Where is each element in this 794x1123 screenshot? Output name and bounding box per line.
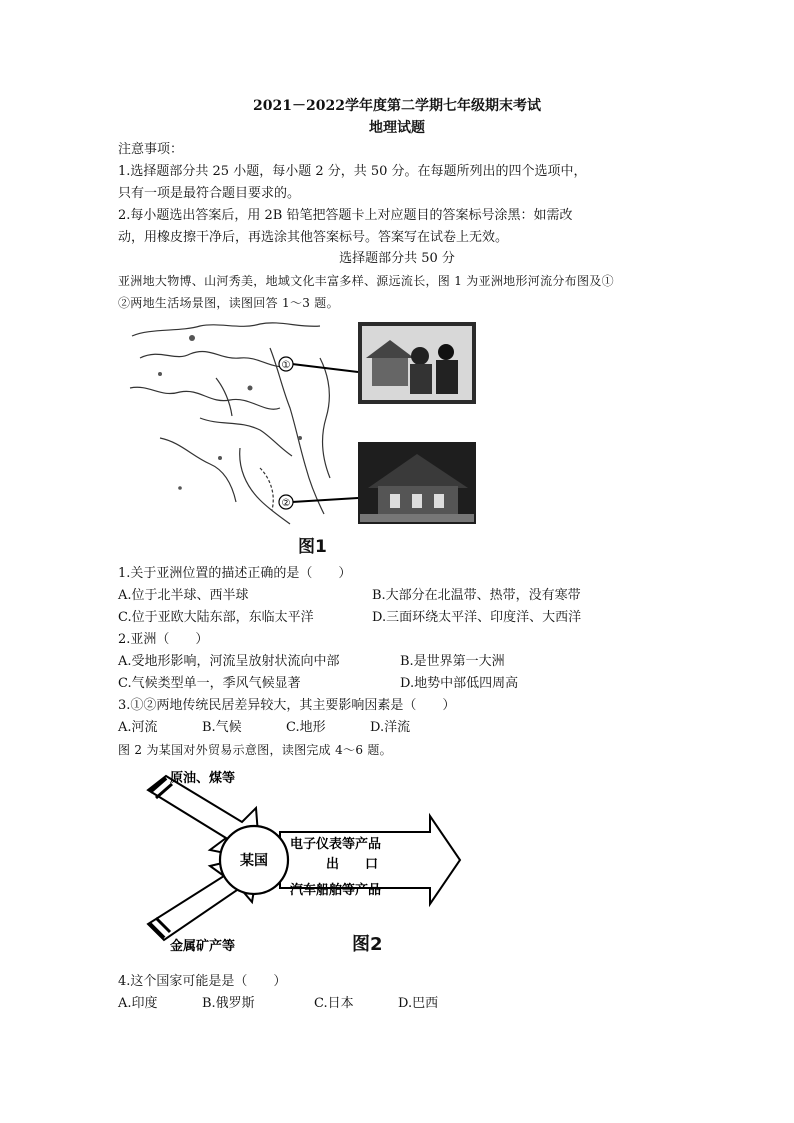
notice-line: 动，用橡皮擦干净后，再选涂其他答案标号。答案写在试卷上无效。 [118,230,509,245]
q4-option-c: C.日本 [314,996,354,1011]
q2-option-a: A.受地形影响，河流呈放射状流向中部 [118,654,340,669]
passage-2: 图 2 为某国对外贸易示意图，读图完成 4～6 题。 [118,743,392,757]
q1-option-c: C.位于亚欧大陆东部，东临太平洋 [118,610,314,625]
notice-line: 2.每小题选出答案后，用 2B 铅笔把答题卡上对应题目的答案标号涂黑：如需改 [118,208,573,223]
photo-2-house-scene [358,442,476,524]
passage-line: 亚洲地大物博、山河秀美，地域文化丰富多样、源远流长，图 1 为亚洲地形河流分布图及① [118,274,614,288]
trade-diagram [130,764,470,964]
question-3-stem: 3.①②两地传统民居差异较大，其主要影响因素是（ ） [118,698,456,713]
q4-option-d: D.巴西 [398,996,439,1011]
photo-1-nomad-scene [358,322,476,404]
country-label: 某国 [240,853,268,869]
figure2-caption: 图2 [352,934,383,955]
q1-option-d: D.三面环绕太平洋、印度洋、大西洋 [372,610,582,625]
import-bottom-label: 金属矿产等 [170,939,236,954]
q2-option-c: C.气候类型单一，季风气候显著 [118,676,301,691]
import-top-label: 原油、煤等 [170,771,236,786]
notice-line: 只有一项是最符合题目要求的。 [118,186,301,201]
q4-option-a: A.印度 [118,996,158,1011]
section-title: 选择题部分共 50 分 [339,251,455,266]
question-4-stem: 4.这个国家可能是是（ ） [118,974,287,989]
exam-title: 2021－2022学年度第二学期七年级期末考试 [253,98,541,114]
notice-heading: 注意事项： [118,142,184,157]
q1-option-a: A.位于北半球、西半球 [118,588,249,603]
export-top-label: 电子仪表等产品 [290,837,382,852]
asia-map-figure [120,318,490,530]
q3-option-a: A.河流 [118,720,158,735]
exam-subject: 地理试题 [369,120,425,136]
marker-1: ① [281,360,291,371]
q2-option-d: D.地势中部低四周高 [400,676,519,691]
figure1-caption: 图1 [298,537,327,557]
export-mid-label: 出 口 [326,857,379,872]
question-1-stem: 1.关于亚洲位置的描述正确的是（ ） [118,566,352,581]
q3-option-c: C.地形 [286,720,326,735]
question-2-stem: 2.亚洲（ ） [118,632,209,647]
marker-2: ② [281,498,291,509]
export-bottom-label: 汽车船舶等产品 [290,883,382,898]
q1-option-b: B.大部分在北温带、热带，没有寒带 [372,588,581,603]
q4-option-b: B.俄罗斯 [202,996,255,1011]
passage-line: ②两地生活场景图，读图回答 1～3 题。 [118,296,339,310]
q2-option-b: B.是世界第一大洲 [400,654,505,669]
q3-option-d: D.洋流 [370,720,411,735]
notice-line: 1.选择题部分共 25 小题，每小题 2 分，共 50 分。在每题所列出的四个选项中， [118,164,587,179]
q3-option-b: B.气候 [202,720,242,735]
